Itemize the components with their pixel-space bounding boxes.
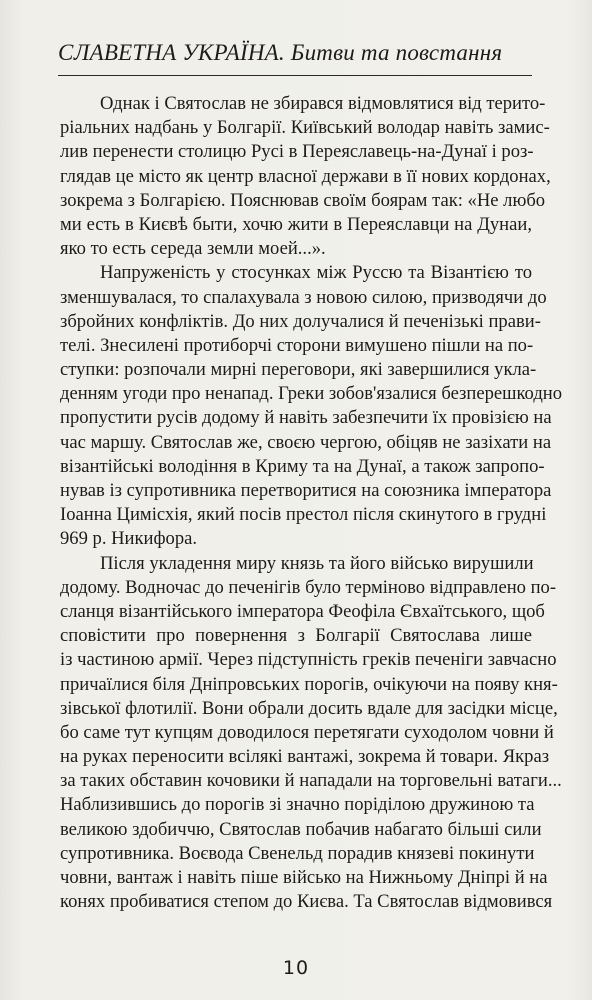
text-line: ступки: розпочали мирні переговори, які завершилися укла-	[60, 359, 537, 381]
text-line: збройних конфліктів. До них долучалися й печенізькі прави-	[60, 310, 541, 332]
text-line: нував із супротивника перетворитися на союзника імператора	[60, 480, 552, 501]
text-line: додому. Водночас до печенігів було терміново відправлено по-	[60, 576, 557, 598]
text-line: пропустити русів додому й навіть забезпечити їх провізією на	[60, 407, 552, 429]
text-line: денням угоди про ненапад. Греки зобов'язалися безперешкодно	[60, 383, 563, 405]
body-text	[60, 92, 563, 914]
text-line: лив перенести столицю Русі в Переяславець-на-Дунаї і роз-	[60, 141, 534, 163]
text-line: зівської флотилії. Вони обрали досить вдале для засідки місце,	[60, 697, 558, 719]
header-rule	[58, 75, 532, 76]
text-line: сланця візантійського імператора Феофіла Євхаїтського, щоб	[60, 600, 545, 622]
text-line: конях пробиватися степом до Києва. Та Святослав відмовився	[60, 891, 553, 913]
text-line: на руках переносити всілякі вантажі, зокрема й товари. Якраз	[60, 746, 550, 768]
paragraph	[60, 552, 562, 915]
text-line: Однак і Святослав не збирався відмовлятися від терито-	[100, 93, 546, 114]
text-line: телі. Знесилені протиборчі сторони вимушено пішли на по-	[60, 334, 534, 356]
text-line: ми есть в Києвѣ быти, хочю жити в Переяславци на Дунаи,	[60, 213, 532, 235]
text-line: сповістити про повернення з Болгарії Святослава лише	[60, 625, 532, 647]
text-line: Іоанна Цимісхія, який посів престол після скинутого в грудні	[60, 504, 547, 526]
text-line: великою здобиччю, Святослав побачив набагато більші сили	[60, 818, 542, 840]
text-line: Після укладення миру князь та його військо вирушили	[100, 552, 534, 574]
text-line: зменшувалася, то спалахувала з новою силою, призводячи до	[60, 286, 547, 308]
text-line: бо саме тут купцям доводилося перетягати суходолом човни й	[60, 721, 554, 743]
text-line: зокрема з Болгарією. Пояснював своїм боярам так: «Не любо	[60, 189, 546, 211]
text-line: яко то есть середа земли моей...».	[60, 238, 326, 260]
text-line: глядав це місто як центр власної держави в її нових кордонах,	[60, 165, 551, 187]
text-line: супротивника. Воєвода Свенельд порадив князеві покинути	[60, 842, 535, 864]
running-head-subtitle: Битви та повстання	[290, 40, 503, 65]
running-head	[58, 40, 534, 66]
text-line: за таких обставин кочовики й нападали на торговельні ватаги...	[60, 770, 562, 792]
text-line: із частиною армії. Через підступність греків печеніги завчасно	[60, 649, 557, 671]
text-line: 969 р. Никифора.	[60, 528, 198, 550]
text-line: візантійські володіння в Криму та на Дунаї, а також запропо-	[60, 455, 545, 477]
page-number: 10	[282, 957, 310, 979]
text-line: час маршу. Святослав же, своєю чергою, обіцяв не зазіхати на	[60, 431, 552, 453]
running-head-title: СЛАВЕТНА УКРАЇНА.	[58, 40, 285, 65]
text-line: Наблизившись до порогів зі значно поріділою дружиною та	[60, 794, 535, 816]
text-line: човни, вантаж і навіть піше військо на Нижньому Дніпрі й на	[60, 867, 548, 888]
paragraph	[60, 92, 551, 261]
text-line: причаїлися біля Дніпровських порогів, очікуючи на появу кня-	[60, 673, 558, 695]
text-line: Напруженість у стосунках між Руссю та Візантією то	[100, 262, 532, 284]
paragraph	[60, 261, 563, 551]
text-line: ріальних надбань у Болгарії. Київський володар навіть замис-	[60, 117, 550, 139]
